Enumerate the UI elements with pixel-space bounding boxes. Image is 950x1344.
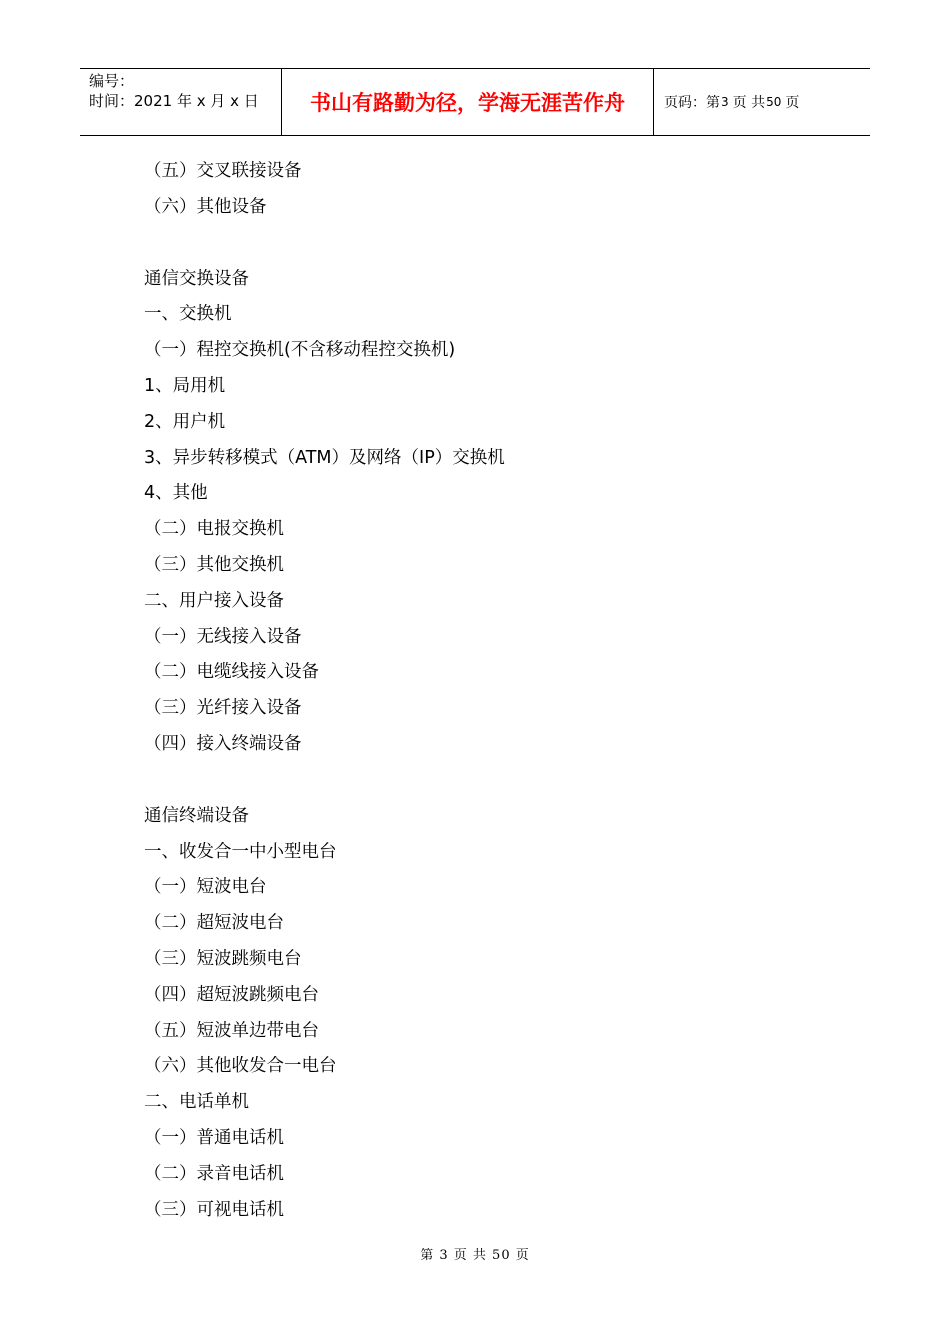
list-item: （四）接入终端设备 xyxy=(144,733,302,754)
list-item: （三）光纤接入设备 xyxy=(144,698,302,719)
list-item: （五）交叉联接设备 xyxy=(144,161,302,181)
number-label: 编号： xyxy=(89,72,135,90)
list-item: （一）无线接入设备 xyxy=(144,626,302,647)
list-item: （二）录音电话机 xyxy=(144,1163,284,1184)
page-total: 50 xyxy=(766,95,782,109)
section-heading: 通信终端设备 xyxy=(144,805,249,826)
list-item: （四）超短波跳频电台 xyxy=(144,984,319,1005)
list-item: （五）短波单边带电台 xyxy=(144,1020,319,1041)
list-item: （三）可视电话机 xyxy=(144,1199,284,1220)
header-meta xyxy=(80,69,282,135)
list-item: 3、异步转移模式（ATM）及网络（IP）交换机 xyxy=(144,447,505,468)
list-item: （六）其他设备 xyxy=(144,196,267,217)
list-item: （二）电缆线接入设备 xyxy=(144,662,319,683)
list-item: 1、局用机 xyxy=(144,375,226,396)
page-prefix: 页码：第 xyxy=(664,95,720,111)
list-item: 2、用户机 xyxy=(144,411,226,432)
list-item: 二、用户接入设备 xyxy=(144,590,284,611)
list-item: 一、收发合一中小型电台 xyxy=(144,841,337,862)
page-current: 3 xyxy=(721,95,729,109)
list-item: （二）电报交换机 xyxy=(144,519,284,540)
list-item: （一）普通电话机 xyxy=(144,1127,284,1148)
list-item: 二、电话单机 xyxy=(144,1092,249,1113)
page-suffix: 页 xyxy=(785,95,800,111)
page-footer: 第 3 页 共 50 页 xyxy=(420,1248,530,1263)
list-item: （六）其他收发合一电台 xyxy=(144,1056,337,1077)
header-page-info xyxy=(654,69,870,135)
list-item: 4、其他 xyxy=(144,483,208,504)
section-heading: 通信交换设备 xyxy=(144,268,249,289)
header-motto: 书山有路勤为径，学海无涯苦作舟 xyxy=(282,69,654,135)
document-body xyxy=(144,154,844,1228)
list-item: （一）程控交换机(不含移动程控交换机) xyxy=(144,340,456,361)
list-item: （三）短波跳频电台 xyxy=(144,948,302,969)
list-item: （三）其他交换机 xyxy=(144,554,284,575)
list-item: （二）超短波电台 xyxy=(144,913,284,934)
time-label: 时间：2021 年 x 月 x 日 xyxy=(89,92,259,110)
page-header xyxy=(80,68,870,136)
page-middle: 页 共 xyxy=(732,95,766,111)
list-item: 一、交换机 xyxy=(144,304,232,325)
list-item: （一）短波电台 xyxy=(144,877,267,898)
